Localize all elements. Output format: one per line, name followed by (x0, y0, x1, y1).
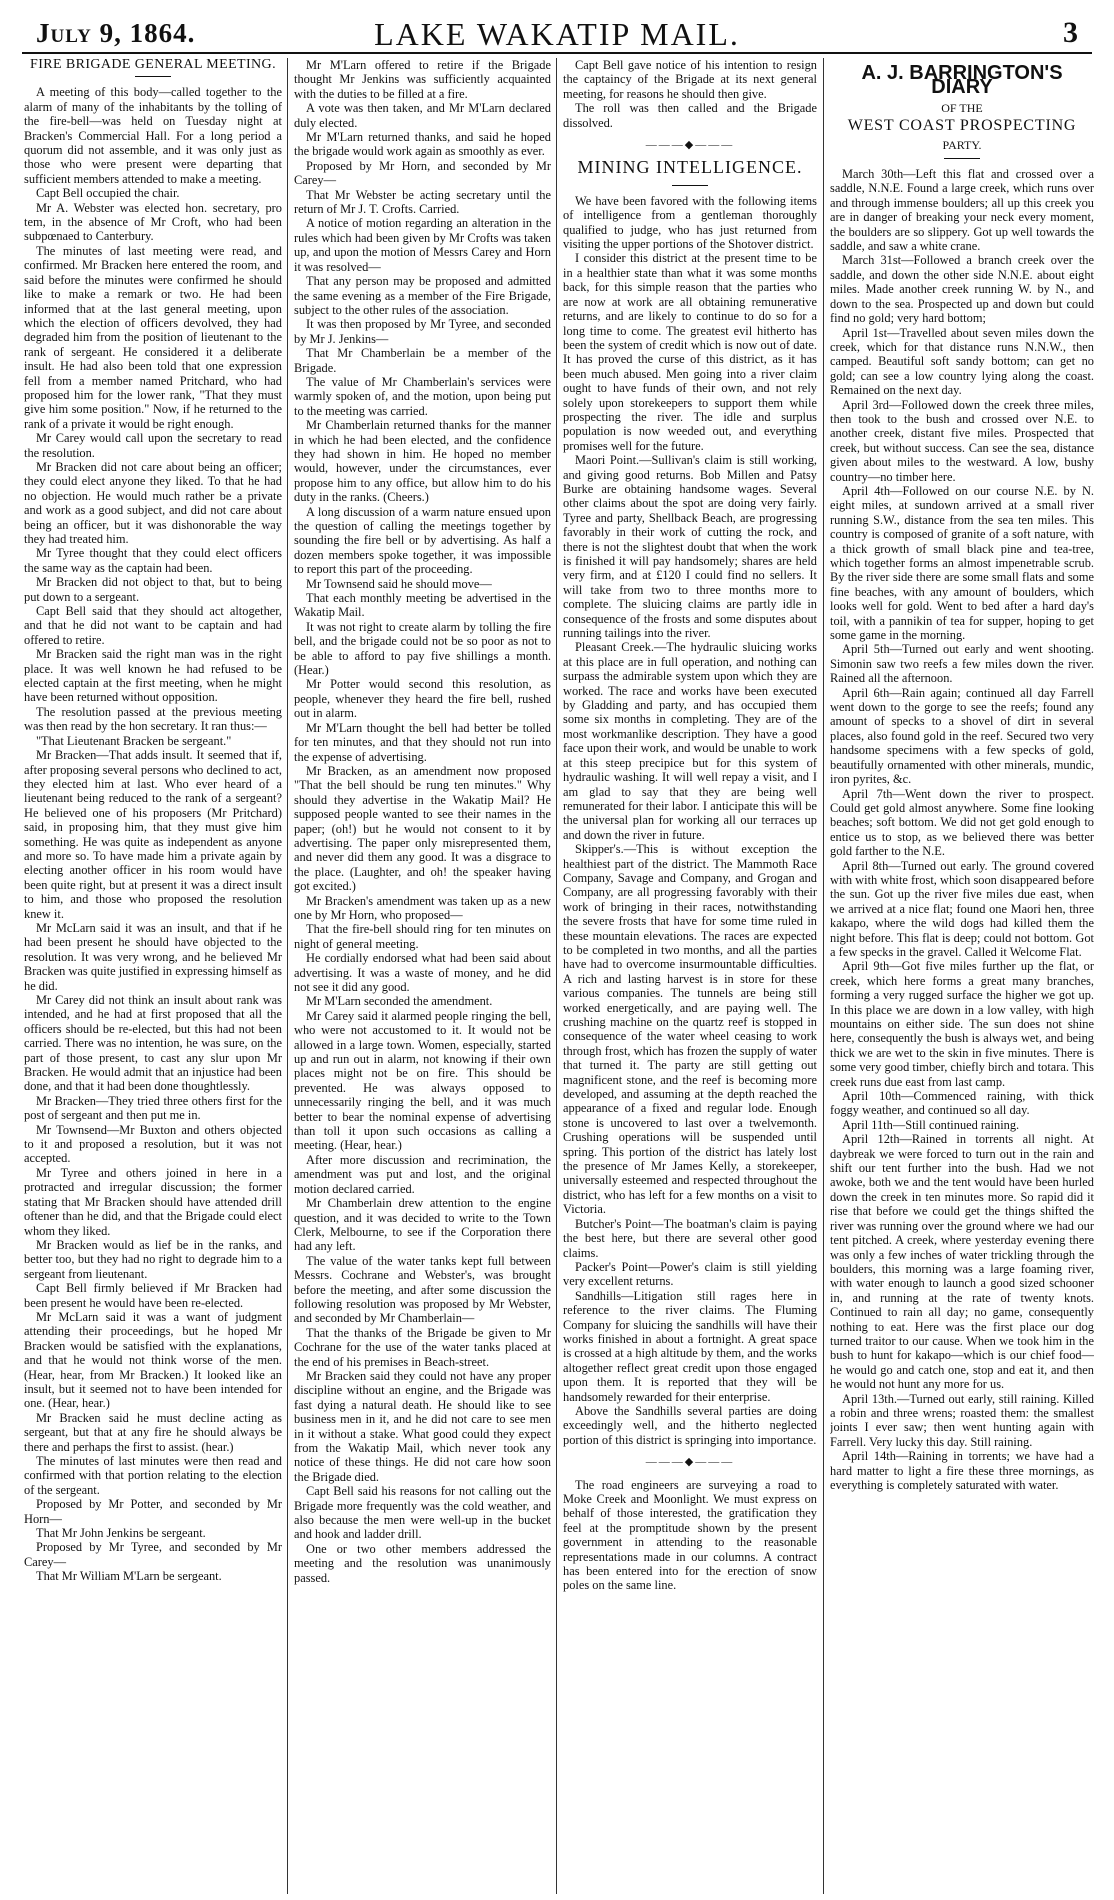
article-paragraph: That the fire-bell should ring for ten minutes on night of general meeting. (294, 922, 551, 951)
diary-entry: April 1st—Travelled about seven miles down the creek, which for that distance runs N.N.W., then camped. Beautiful soft sandy bottom; can get no gold; can see a low country lying along the coast. Remained on the next day. (830, 325, 1094, 398)
article-paragraph: Above the Sandhills several parties are doing exceedingly well, and the hitherto neglected portion of this district is springing into importance. (563, 1403, 817, 1447)
article-paragraph: Capt Bell occupied the chair. (36, 186, 180, 201)
article-paragraph: Capt Bell said his reasons for not calling out the Brigade more frequently was the cold weather, and also because the men were well-up in the bucket and hook and ladder drill. (294, 1484, 551, 1542)
article-paragraph: He cordially endorsed what had been said about advertising. It was a waste of money, and he did not see it did any good. (294, 951, 551, 994)
diary-subtitle: PARTY. (942, 137, 982, 152)
article-paragraph: That the thanks of the Brigade be given to Mr Cochrane for the use of the water tanks placed at the end of his premises in Beach-street. (294, 1325, 551, 1369)
article-paragraph: Mr Bracken said they could not have any proper discipline without an engine, and the Brigade was fast dying a natural death. He should like to see business men in it, and he did not care to see men in it without a stake. What good could they expect from the Wakatip Mail, which never took any notice of these things. He did not care how soon the Brigade died. (294, 1368, 551, 1484)
article-paragraph: Mr Townsend said he should move— (306, 576, 492, 591)
article-paragraph: Mr Bracken did not object to that, but to being put down to a sergeant. (24, 575, 282, 604)
article-paragraph: Mr Carey did not think an insult about rank was intended, and he had at first proposed that all the officers should be re-elected, but this had not been carried. There was no intention, he was sure, on the part of those present, to cast any slur upon Mr Bracken. He would admit that an injustice had been done, and that it had been done thoughtlessly. (24, 993, 282, 1094)
fire-brigade-conclusion (563, 58, 817, 130)
article-paragraph: I consider this district at the present time to be in a healthier state than what it was some months back, for this simple reason that the parties who are now at work are all obtaining remunerative returns, and are likely to continue to do so for a long time to come. The greatest evil hitherto has been the system of credit which is now out of date. It has proved the curse of this district, as it has been much abused. Men going into a river claim ought to have funds of their own, and not rely solely upon storekeepers to support them while prospecting the river. The idle and surplus population is now weeded out, and everything promises well for the future. (563, 251, 817, 453)
column-rule (287, 58, 288, 1894)
article-paragraph: Mr McLarn said it was a want of judgment attending their proceedings, but he hoped Mr Bracken would be satisfied with the explanations, and that he would not think worse of the men. (Hear, hear, from Mr Bracken.) It looked like an insult, but it seemed not to have been intended for one. (Hear, hear.) (24, 1309, 282, 1411)
diary-entry: March 30th—Left this flat and crossed over a saddle, N.N.E. Found a large creek, which runs over and through immense boulders; all up this creek you are in danger of breaking your neck every moment, the boulders are so slippery. Got up well towards the saddle, and saw a white crane. (830, 167, 1094, 254)
column-fire-brigade (24, 58, 282, 1894)
article-paragraph: The value of Mr Chamberlain's services were warmly spoken of, and the motion, upon being put to the meeting was carried. (294, 374, 551, 418)
article-paragraph: "That Lieutenant Bracken be sergeant." (36, 733, 232, 748)
article-paragraph: Mr Potter would second this resolution, as people, whenever they heard the fire bell, rushed out in alarm. (294, 677, 551, 721)
article-paragraph: That Mr Webster be acting secretary until the return of Mr J. T. Crofts. Carried. (294, 187, 551, 217)
article-paragraph: Proposed by Mr Horn, and seconded by Mr Carey— (294, 158, 551, 188)
article-paragraph: After more discussion and recrimination, the amendment was put and lost, and the original motion declared carried. (294, 1152, 551, 1196)
newspaper-title: LAKE WAKATIP MAIL. (374, 16, 740, 52)
article-paragraph: Mr Chamberlain drew attention to the engine question, and it was decided to write to the Town Clerk, Melbourne, to see if the Corporation there had any left. (294, 1196, 551, 1254)
heading-rule (135, 76, 171, 77)
article-paragraph: Mr Townsend—Mr Buxton and others objected to it and proposed a resolution, but it was not accepted. (24, 1122, 282, 1166)
article-paragraph: Mr Tyree and others joined in here in a protracted and irregular discussion; the former stating that Mr Bracken should have attended drill oftener than he did, and that the Brigade could elect whom they liked. (24, 1165, 282, 1238)
article-paragraph: Capt Bell firmly believed if Mr Bracken had been present he would have been re-elected. (24, 1281, 282, 1310)
article-paragraph: Mr M'Larn returned thanks, and said he hoped the brigade would work again as smoothly as ever. (294, 130, 551, 159)
fire-brigade-article (24, 85, 282, 1583)
article-paragraph: That Mr Chamberlain be a member of the Brigade. (294, 346, 551, 375)
mining-heading: MINING INTELLIGENCE. (577, 157, 803, 178)
column-mining (563, 58, 817, 1894)
article-paragraph: Mr Bracken's amendment was taken up as a new one by Mr Horn, who proposed— (294, 893, 551, 922)
article-paragraph: The value of the water tanks kept full between Messrs. Cochrane and Webster's, was brought before the meeting, and after some discussion the following resolution was proposed by Mr Webster, and seconded by Mr Chamberlain— (294, 1253, 551, 1326)
column-fire-brigade-continued (294, 58, 551, 1894)
heading-rule (672, 185, 708, 186)
article-paragraph: A vote was then taken, and Mr M'Larn declared duly elected. (294, 101, 551, 130)
article-paragraph: Capt Bell gave notice of his intention to resign the captaincy of the Brigade at its next general meeting, for reasons he should then give. (563, 58, 817, 101)
article-paragraph: Mr Bracken said the right man was in the right place. It was well known he had refused to be elected captain at the first meeting, when he might have been returned without opposition. (24, 647, 282, 705)
article-paragraph: A meeting of this body—called together to the alarm of many of the inhabitants by the tolling of the fire-bell—was held on Tuesday night at Bracken's Commercial Hall. For a long period a quorum did not assemble, and it was only just as those who were present were departing that sufficient members attended to make a meeting. (24, 85, 282, 186)
fire-brigade-heading: FIRE BRIGADE GENERAL MEETING. (30, 58, 276, 72)
article-paragraph: Mr Bracken—That adds insult. It seemed that if, after proposing several persons who declined to act, they elected him at last. Who ever heard of a lieutenant being reduced to the rank of a sergeant? He believed one of his proposers (Mr Pritchard) said, in proposing him, that they must give him something. He was quite as independent as anyone and more so. To have made him a private again by electing another officer in his room would have been quite right, but at present it was a direct insult to him, and those who proposed the resolution knew it. (24, 748, 282, 921)
diary-subtitle: OF THE (941, 100, 983, 115)
column-rule (823, 58, 824, 1894)
article-paragraph: Packer's Point—Power's claim is still yielding very excellent returns. (563, 1259, 817, 1289)
road-notice (563, 1478, 817, 1593)
article-paragraph: Proposed by Mr Potter, and seconded by Mr Horn— (24, 1497, 282, 1526)
masthead (22, 14, 1092, 54)
diary-entry: April 13th.—Turned out early, still raining. Killed a robin and three wrens; roasted them: the smallest joints I ever saw; then went hunting again with Farrell. Very lucky this day. Still raining. (830, 1391, 1094, 1449)
diary-entry: April 4th—Followed on our course N.E. by N. eight miles, at sundown arrived at a small river running S.W., distance from the sea ten miles. This country is composed of granite of a soft nature, with a thick growth of small black pine and tea-tree, which together forms an almost impenetrable scrub. By the river side there are some small flats and some fine beaches, with any amount of boulders, which looks well for gold. Went to bed after a hard day's toil, with a pannikin of tea for supper, hoping to get some game in the morning. (830, 483, 1094, 643)
diary-subtitle: WEST COAST PROSPECTING (847, 117, 1077, 135)
article-paragraph: Mr M'Larn thought the bell had better be tolled for ten minutes, and that they should not run into the expense of advertising. (294, 720, 551, 764)
article-paragraph: One or two other members addressed the meeting and the resolution was unanimously passed. (294, 1541, 551, 1585)
article-paragraph: The minutes of last minutes were then read and confirmed with that portion relating to the election of the sergeant. (24, 1454, 282, 1497)
diary-entry: April 3rd—Followed down the creek three miles, then took to the bush and crossed over N.E. to another creek, distant five miles. Prospected that creek, but without success. Can see the sea, distance given about miles to the westward. A low, bushy country—no timber here. (830, 397, 1094, 484)
diary-entry: April 14th—Raining in torrents; we have had a hard matter to light a fire these three mornings, as everything is completely saturated with water. (830, 1449, 1094, 1492)
article-paragraph: A long discussion of a warm nature ensued upon the question of calling the meetings together by sounding the fire bell or by advertising. As half a dozen members spoke together, it was impossible to report this part of the proceeding. (294, 504, 551, 577)
article-paragraph: A notice of motion regarding an alteration in the rules which had been given by Mr Crofts was taken up, and upon the motion of Messrs Carey and Horn it was resolved— (294, 216, 551, 274)
article-paragraph: Mr A. Webster was elected hon. secretary, pro tem, in the absence of Mr Croft, who had been subpœnaed to Canterbury. (24, 200, 282, 244)
column-diary (830, 58, 1094, 1894)
article-paragraph: Maori Point.—Sullivan's claim is still working, and giving good returns. Bob Millen and Patsy Burke are obtaining handsome wages. Several other claims about the spot are doing very fairly. Tyree and party, Shellback Beach, are progressing favorably in their work of cutting the rock, and there is not the slightest doubt that when the work is finished it will pay handsomely; shares are held very firm, and at £120 I could find no sellers. It will take from two to three months more to complete. The sluicing claims are partly idle in consequence of the frosts and some disputes about running tailings into the river. (563, 453, 817, 641)
article-paragraph: That Mr John Jenkins be sergeant. (36, 1526, 206, 1541)
article-paragraph: The minutes of last meeting were read, and confirmed. Mr Bracken here entered the room, and said before the minutes were confirmed he should like to make a remark or two. He had been informed that at the last general meeting, upon which the election of officers devolved, they had degraded him from the position of lieutenant to the rank of sergeant. He considered it a deliberate insult. He had also been told that one expression fell from a member named Pritchard, who had proposed him for the lower rank, "That they must give him some position." Now, if he returned to the rank of a private it would be right enough. (24, 243, 282, 431)
article-paragraph: Mr Carey would call upon the secretary to read the resolution. (24, 431, 282, 460)
article-paragraph: Mr Chamberlain returned thanks for the manner in which he had been elected, and the confidence they had shown in him. He hoped no member would, however, under the circumstances, ever propose him to any office, but allow him to do his duty in the ranks. (Cheers.) (294, 418, 551, 505)
diary-entry: March 31st—Followed a branch creek over the saddle, and down the other side N.N.E. about eight miles. Made another creek running W. by N., and down to the sea. Prospected up and down but could find no gold; very hard bottom; (830, 253, 1094, 326)
article-paragraph: That any person may be proposed and admitted the same evening as a member of the Fire Brigade, subject to the other rules of the association. (294, 274, 551, 317)
diary-entry: April 5th—Turned out early and went shooting. Simonin saw two reefs a few miles down the river. Rained all the afternoon. (830, 642, 1094, 686)
diary-entries (830, 167, 1094, 1492)
diary-entry: April 11th—Still continued raining. (842, 1117, 1020, 1132)
column-rule (556, 58, 557, 1894)
article-paragraph: The resolution passed at the previous meeting was then read by the hon secretary. It ran thus:— (24, 704, 282, 734)
section-divider: ———◆——— (645, 1456, 735, 1469)
fire-brigade-article-continued (294, 58, 551, 1585)
issue-date: July 9, 1864. (36, 18, 196, 48)
article-paragraph: Mr Carey said it alarmed people ringing the bell, who were not accustomed to it. It would not be allowed in a large town. Women, especially, started up and run out in alarm, not knowing if their own places might not be on fire. This should be prevented. He was always opposed to unnecessarily ringing the bell, and it was much better to bear the nominal expense of advertising than toll it upon such occasions as calling a meeting. (Hear, hear.) (294, 1008, 551, 1153)
diary-entry: April 10th—Commenced raining, with thick foggy weather, and continued so all day. (830, 1089, 1094, 1118)
diary-entry: April 6th—Rain again; continued all day Farrell went down to the gorge to see the reefs; found any amount of specks to a shovel of dirt in several places, also found gold in the reef. Secured two very handsome specimens with a few specks of gold, beautifully ornamented with other minerals, mundic, iron pyrites, &c. (830, 685, 1094, 787)
diary-title: A. J. BARRINGTON'S DIARY (861, 62, 1063, 99)
diary-entry: April 12th—Rained in torrents all night. At daybreak we were forced to turn out in the rain and shift our tent further into the bush. Had we not awoke, both we and the tent would have been hurled down the creek in ten minutes more. So rapid did it rise that before we could get the things shifted the river was running over the ground where we had our tent pitched. A creek, where yesterday evening there was only a few inches of water trickling through the boulders, this morning was a large foaming river, with water enough to launch a good sized schooner in, and running at the rate of twenty knots. Continued to rain all day; no game, consequently nothing to eat. Here was the first place our dog turned traitor to our cause. When we took him in the bush to hunt for kakapo—which is our chief food—he would go and catch one, stop and eat it, and then he would not hunt any more for us. (830, 1132, 1094, 1392)
article-paragraph: Pleasant Creek.—The hydraulic sluicing works at this place are in full operation, and nothing can surpass the admirable system upon which they are worked. The race and works have been executed by Gladding and party, and has occupied them some six months in completing. They are of the most workmanlike description. They have a good face upon their work, and would be unable to work at this steep precipice but for this system of hydraulic washing. It will well repay a visit, and I am glad to say that they are being well remunerated for their labor. I anticipate this will be the universal plan for working all our terraces up and down the river in future. (563, 640, 817, 842)
article-paragraph: Mr Bracken would as lief be in the ranks, and better too, but they had no right to degrade him to a sergeant from lieutenant. (24, 1237, 282, 1281)
article-paragraph: Mr McLarn said it was an insult, and that if he had been present he should have objected to the resolution. It was very wrong, and he believed Mr Bracken was quite justified in expressing himself as he did. (24, 920, 282, 993)
section-divider: ———◆——— (645, 139, 735, 152)
article-paragraph: Capt Bell said that they should act altogether, and that he did not want to be captain and had offered to retire. (24, 604, 282, 647)
article-paragraph: Mr Tyree thought that they could elect officers the same way as the captain had been. (24, 546, 282, 575)
article-paragraph: The road engineers are surveying a road to Moke Creek and Moonlight. We must express on behalf of those interested, the gratification they feel at the promptitude shown by the present government in attending to the reasonable representations made in our columns. A contract has been entered into for the erection of snow poles on the same line. (563, 1477, 817, 1593)
article-paragraph: Mr M'Larn seconded the amendment. (306, 994, 493, 1009)
article-paragraph: Mr Bracken, as an amendment now proposed "That the bell should be rung ten minutes." Why should they advertise in the Wakatip Mail? He supposed people wanted to see their names in the paper; (oh!) but he would not consent to it by advertising. The paper only misrepresented them, and never did them any good. It was a disgrace to the place. (Laughter, and oh! the speaker having got excited.) (294, 763, 551, 894)
mining-article (563, 194, 817, 1447)
article-paragraph: Sandhills—Litigation still rages here in reference to the river claims. The Fluming Company for sluicing the sandhills will have their works finished in about a fortnight. A great space is crossed at a high altitude by them, and the works altogether reflect great credit upon those engaged upon them. It is reported that they will be handsomely rewarded for their enterprise. (563, 1288, 817, 1404)
article-paragraph: It was not right to create alarm by tolling the fire bell, and the brigade could not be so poor as not to be able to afford to pay five shillings a month. (Hear.) (294, 619, 551, 678)
article-paragraph: We have been favored with the following items of intelligence from a gentleman thoroughly qualified to judge, who has just returned from visiting the upper portions of the Shotover district. (563, 193, 817, 252)
heading-rule (944, 158, 980, 159)
article-paragraph: Mr Bracken did not care about being an officer; they could elect anyone they liked. To that he had no objection. He would much rather be a private and work as a good subject, and did not care about being an officer, but it was dishonorable the way they had treated him. (24, 459, 282, 546)
article-paragraph: Skipper's.—This is without exception the healthiest part of the district. The Mammoth Race Company, Savage and Company, and Grogan and Company, are all progressing favorably with their work of bringing in their races, notwithstanding the severe frosts that have for some time ruled in these mountain elevations. The races are expected to be completed in two months, and all the parties have had to overcome insurmountable difficulties. A rich and lasting harvest is in store for these various companies. The tunnels are being still worked energetically, and are paying well. The crushing machine on the quartz reef is stopped in consequence of the water wheel ceasing to work through frost, which has frozen the supply of water that turned it. The party are still getting out magnificent stone, and the reef is becoming more developed, and assuming at the depth reached the appearance of a fixed and regular lode. Enough stone is uncovered to last over a twelvemonth. Crushing operations will be suspended until spring. This portion of the district has lately lost the presence of Mr James Kelly, a storekeeper, universally esteemed and respected throughout the district, who has left for a few months on a visit to Victoria. (563, 842, 817, 1217)
diary-entry: April 7th—Went down the river to prospect. Could get gold almost anywhere. Some fine looking beaches; soft bottom. We did not get gold enough to entice us to stop, as we believed there was better gold farther to the N.E. (830, 786, 1094, 859)
diary-entry: April 9th—Got five miles further up the flat, or creek, which here forms a great many branches, forming a very rugged surface the higher we got up. In this place we are down in a low valley, with high mountains on either side. The sun does not shine here, consequently the bush is always wet, and being thick we are wet to the skin in five minutes. There is some very good timber, chiefly birch and totara. This creek runs due east from last camp. (830, 959, 1094, 1089)
article-paragraph: That Mr William M'Larn be sergeant. (36, 1569, 222, 1584)
article-paragraph: Proposed by Mr Tyree, and seconded by Mr Carey— (24, 1540, 282, 1569)
article-paragraph: That each monthly meeting be advertised in the Wakatip Mail. (294, 591, 551, 620)
article-paragraph: Butcher's Point—The boatman's claim is paying the best here, but there are several other good claims. (563, 1216, 817, 1260)
article-paragraph: Mr Bracken—They tried three others first for the post of sergeant and then put me in. (24, 1093, 282, 1123)
article-paragraph: It was then proposed by Mr Tyree, and seconded by Mr J. Jenkins— (294, 317, 551, 346)
article-paragraph: Mr Bracken said he must decline acting as sergeant, but that at any fire he should always be there and perhaps the first to assist. (hear.) (24, 1410, 282, 1454)
article-paragraph: Mr M'Larn offered to retire if the Brigade thought Mr Jenkins was sufficiently acquainted with the duties to be filled at a fire. (294, 58, 551, 101)
diary-entry: April 8th—Turned out early. The ground covered with with white frost, which soon disappeared before the sun. Got up the river five miles due east, when we arrived at a nice flat; found one Maori hen, three kakapo, where the wild dogs had killed them the night before. This flat is deep; could not bottom. Got a few specks in the gravel. Called it Welcome Flat. (830, 858, 1094, 959)
page-number: 3 (1063, 16, 1078, 49)
article-paragraph: The roll was then called and the Brigade dissolved. (563, 101, 817, 130)
